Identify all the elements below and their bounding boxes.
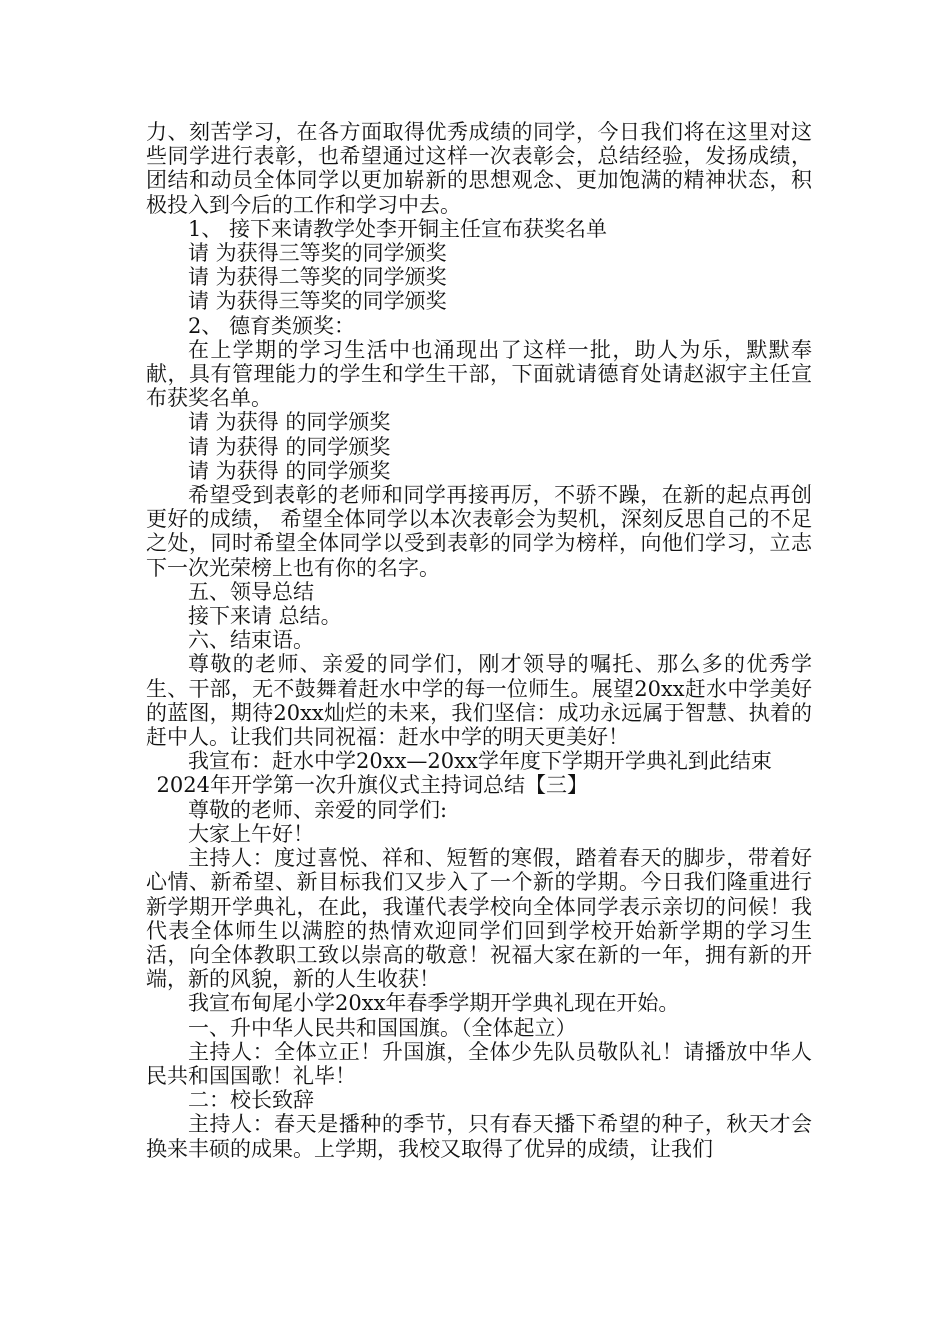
greeting: 尊敬的老师、亲爱的同学们: xyxy=(188,797,448,822)
paragraph-intro: 力、刻苦学习，在各方面取得优秀成绩的同学，今日我们将在这里对这些同学进行表彰，也希望通过这样一次表彰会，总结经验，发扬成绩，团结和动员全体同学以更加崭新的思想观念、更加饱满的精神状态，积极投入到今后的工作和学习中去。 xyxy=(146,120,812,217)
award-line: 请 为获得 的同学颁奖 xyxy=(188,458,391,483)
paragraph-moral: 在上学期的学习生活中也涌现出了这样一批，助人为乐，默默奉献，具有管理能力的学生和学生干部，下面就请德育处请赵淑宇主任宣布获奖名单。 xyxy=(146,337,812,411)
item-academic-awards: 1、 接下来请教学处李开铜主任宣布获奖名单 xyxy=(188,216,608,241)
paragraph-closing: 尊敬的老师、亲爱的同学们，刚才领导的嘱托、那么多的优秀学生、干部，无不鼓舞着赶水中学的每一位师生。展望20xx赶水中学美好的蓝图，期待20xx灿烂的未来，我们坚信：成功永远属于智慧、执着的赶中人。让我们共同祝福：赶水中学的明天更美好！ xyxy=(146,652,812,750)
award-line: 请 为获得 的同学颁奖 xyxy=(188,410,391,435)
paragraph-summary: 接下来请 总结。 xyxy=(188,604,342,629)
award-line: 请 为获得 的同学颁奖 xyxy=(188,434,391,459)
section-principal-speech: 二：校长致辞 xyxy=(188,1088,314,1113)
paragraph-announce-end: 我宣布：赶水中学20xx—20xx学年度下学期开学典礼到此结束 xyxy=(188,749,772,774)
greeting-morning: 大家上午好！ xyxy=(188,821,314,846)
paragraph-host-opening: 主持人：度过喜悦、祥和、短暂的寒假，踏着春天的脚步，带着好心情、新希望、新目标我们又步入了一个新的学期。今日我们隆重进行新学期开学典礼，在此，我谨代表学校向全体同学表示亲切的问候！我代表全体师生以满腔的热情欢迎同学们回到学校开始新学期的学习生活，向全体教职工致以崇高的敬意！祝福大家在新的一年，拥有新的开端，新的风貌，新的人生收获！ xyxy=(146,846,812,992)
award-line: 请 为获得二等奖的同学颁奖 xyxy=(188,265,447,290)
paragraph-hope: 希望受到表彰的老师和同学再接再厉，不骄不躁，在新的起点再创更好的成绩， 希望全体同学以本次表彰会为契机，深刻反思自己的不足之处，同时希望全体同学以受到表彰的同学为榜样，向他们学习，立志下一次光荣榜上也有你的名字。 xyxy=(146,483,812,580)
document-page xyxy=(146,120,812,1161)
section-title: 2024年开学第一次升旗仪式主持词总结【三】 xyxy=(156,773,588,798)
award-line: 请 为获得三等奖的同学颁奖 xyxy=(188,289,447,314)
paragraph-host-flag: 主持人：全体立正！升国旗，全体少先队员敬队礼！请播放中华人民共和国国歌！礼毕！ xyxy=(146,1039,812,1088)
section-flag-raising: 一、升中华人民共和国国旗。（全体起立） xyxy=(188,1015,577,1040)
section-leader-summary: 五、领导总结 xyxy=(188,579,314,604)
item-moral-awards: 2、 德育类颁奖： xyxy=(188,313,356,338)
section-closing: 六、结束语。 xyxy=(188,628,314,653)
paragraph-host-spring: 主持人：春天是播种的季节，只有春天播下希望的种子，秋天才会换来丰硕的成果。上学期，我校又取得了优异的成绩，让我们 xyxy=(146,1112,812,1161)
paragraph-announce-start: 我宣布甸尾小学20xx年春季学期开学典礼现在开始。 xyxy=(188,991,680,1016)
award-line: 请 为获得三等奖的同学颁奖 xyxy=(188,241,447,266)
